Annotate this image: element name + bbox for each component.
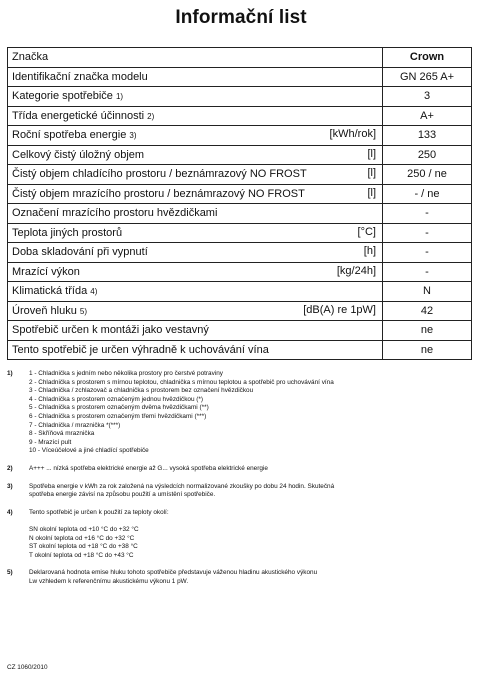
row-label-cell	[8, 223, 383, 243]
footnote-line: 9 - Mrazící pult	[29, 438, 72, 446]
footnote-ref: 1)	[115, 92, 124, 102]
footnote-line: Deklarovaná hodnota emise hluku tohoto spotřebiče představuje váženou hladinu akustického výkonu	[29, 569, 318, 577]
table-row	[8, 223, 472, 243]
footnote	[7, 509, 477, 561]
row-value: -	[383, 262, 472, 282]
table-row	[8, 243, 472, 263]
row-value: 133	[383, 126, 472, 146]
row-value: N	[383, 282, 472, 302]
row-unit: [l]	[367, 186, 376, 199]
footnote-ref: 3)	[129, 131, 137, 141]
row-label: Značka	[12, 51, 49, 64]
row-value: A+	[383, 106, 472, 126]
row-value: 42	[383, 301, 472, 321]
footnote	[7, 483, 477, 500]
footnote-line: Lw vzhledem k referenčnímu akustickému výkonu 1 pW.	[29, 577, 189, 585]
footnote-line: 2 - Chladnička s prostorem s mírnou teplotou, chladnička s mírnou teplotou a spotřebič pro uchovávání vína	[29, 378, 334, 386]
row-value: ne	[383, 321, 472, 341]
row-label-cell	[8, 165, 383, 185]
info-table	[7, 47, 472, 360]
row-label: Identifikační značka modelu	[12, 70, 148, 83]
row-label: Doba skladování při vypnutí	[12, 246, 148, 259]
row-label: Třída energetické účinnosti	[12, 109, 145, 122]
row-label: Roční spotřeba energie	[12, 129, 127, 142]
footnote-number: 1)	[7, 370, 13, 377]
row-label-cell	[8, 126, 383, 146]
table-row	[8, 301, 472, 321]
footnote-number: 2)	[7, 464, 13, 472]
table-row	[8, 106, 472, 126]
table-row	[8, 87, 472, 107]
row-unit: [h]	[363, 245, 376, 257]
row-label: Čistý objem mrazícího prostoru / beznámrazový NO FROST	[12, 187, 305, 200]
table-row	[8, 67, 472, 87]
row-label: Označení mrazícího prostoru hvězdičkami	[12, 207, 218, 220]
footnote-number: 5)	[7, 569, 13, 577]
footnote-line: 10 - Víceúčelové a jiné chladící spotřebiče	[29, 447, 149, 455]
row-value: Crown	[383, 48, 472, 68]
row-label-cell	[8, 243, 383, 263]
row-label: Celkový čistý úložný objem	[12, 148, 145, 161]
row-value: -	[383, 204, 472, 224]
footnote-line: 3 - Chladnička / zchlazovač a chladnička s prostorem bez označení hvězdičkou	[29, 387, 254, 395]
row-unit: [kWh/rok]	[329, 128, 376, 140]
row-value: GN 265 A+	[383, 67, 472, 87]
row-label-cell	[8, 321, 383, 341]
row-label-cell	[8, 262, 383, 282]
row-label: Kategorie spotřebiče	[12, 90, 113, 103]
row-label-cell	[8, 106, 383, 126]
footnote	[7, 569, 477, 586]
row-value: 250 / ne	[383, 165, 472, 185]
row-label-cell	[8, 67, 383, 87]
row-value: 250	[383, 145, 472, 165]
footnote-line: SN okolní teplota od +10 °C do +32 °C	[29, 525, 139, 533]
footnote	[7, 370, 477, 456]
row-label: Úroveň hluku	[12, 304, 77, 317]
table-row	[8, 204, 472, 224]
row-unit: [°C]	[357, 225, 376, 238]
row-value: ne	[383, 340, 472, 360]
row-label-cell	[8, 340, 383, 360]
footnote-line: 8 - Skříňová mraznička	[29, 430, 95, 438]
footnote-ref: 4)	[90, 287, 98, 297]
row-label-cell	[8, 184, 383, 204]
row-label-cell	[8, 301, 383, 321]
footnote-line: 7 - Chladnička / mraznička *(***)	[29, 421, 121, 429]
row-label-cell	[8, 282, 383, 302]
table-row	[8, 321, 472, 341]
footnote-line: spotřeba energie závisí na způsobu použití a umístění spotřebiče.	[29, 491, 216, 499]
footnote-number: 3)	[7, 482, 13, 490]
row-unit: [l]	[367, 167, 376, 179]
row-label: Spotřebič určen k montáži jako vestavný	[12, 324, 209, 337]
footnotes	[7, 370, 477, 595]
row-unit: [dB(A) re 1pW]	[303, 303, 376, 316]
footnote-line: Tento spotřebič je určen k použití za teploty okolí:	[29, 508, 169, 516]
footnote-ref: 5)	[79, 306, 88, 316]
table-row	[8, 165, 472, 185]
table-row	[8, 126, 472, 146]
footnote-line: A+++ ... nízká spotřeba elektrické energie až G... vysoká spotřeba elektrické energie	[29, 464, 268, 472]
footnote-line: 6 - Chladnička s prostorem označeným třemi hvězdičkami (***)	[29, 412, 207, 420]
row-value: - / ne	[383, 184, 472, 204]
footnote-ref: 2)	[147, 111, 155, 121]
footnote-line: 4 - Chladnička s prostorem označeným jednou hvězdičkou (*)	[29, 395, 204, 403]
row-value: -	[383, 243, 472, 263]
row-label-cell	[8, 87, 383, 107]
row-unit: [l]	[367, 147, 376, 160]
table-row	[8, 282, 472, 302]
regulation-reference: CZ 1060/2010	[7, 664, 48, 671]
footnote-line: ST okolní teplota od +18 °C do +38 °C	[29, 543, 138, 551]
row-label: Mrazící výkon	[12, 265, 80, 278]
footnote-number: 4)	[7, 508, 13, 516]
footnote-line: N okolní teplota od +16 °C do +32 °C	[29, 534, 135, 542]
footnote-line: T okolní teplota od +18 °C do +43 °C	[29, 551, 134, 559]
footnote-line	[29, 517, 477, 526]
footnote-line: Spotřeba energie v kWh za rok založená na výsledcích normalizované zkoušky po dobu 24 hodin. Skutečná	[29, 482, 335, 490]
row-label: Tento spotřebič je určen výhradně k uchovávání vína	[12, 343, 269, 356]
row-label-cell	[8, 48, 383, 68]
page-title: Informační list	[175, 7, 307, 28]
row-label: Teplota jiných prostorů	[12, 226, 123, 239]
row-value: -	[383, 223, 472, 243]
row-label: Čistý objem chladícího prostoru / beznámrazový NO FROST	[12, 168, 307, 181]
table-row	[8, 145, 472, 165]
table-row	[8, 48, 472, 68]
table-row	[8, 262, 472, 282]
row-label-cell	[8, 204, 383, 224]
table-row	[8, 184, 472, 204]
row-value: 3	[383, 87, 472, 107]
row-label: Klimatická třída	[12, 285, 88, 298]
table-row	[8, 340, 472, 360]
footnote-line: 5 - Chladnička s prostorem označeným dvěma hvězdičkami (**)	[29, 404, 209, 412]
footnote-line: 1 - Chladnička s jedním nebo několika prostory pro čerstvé potraviny	[29, 370, 223, 377]
row-unit: [kg/24h]	[336, 264, 376, 277]
row-label-cell	[8, 145, 383, 165]
footnote	[7, 465, 477, 474]
